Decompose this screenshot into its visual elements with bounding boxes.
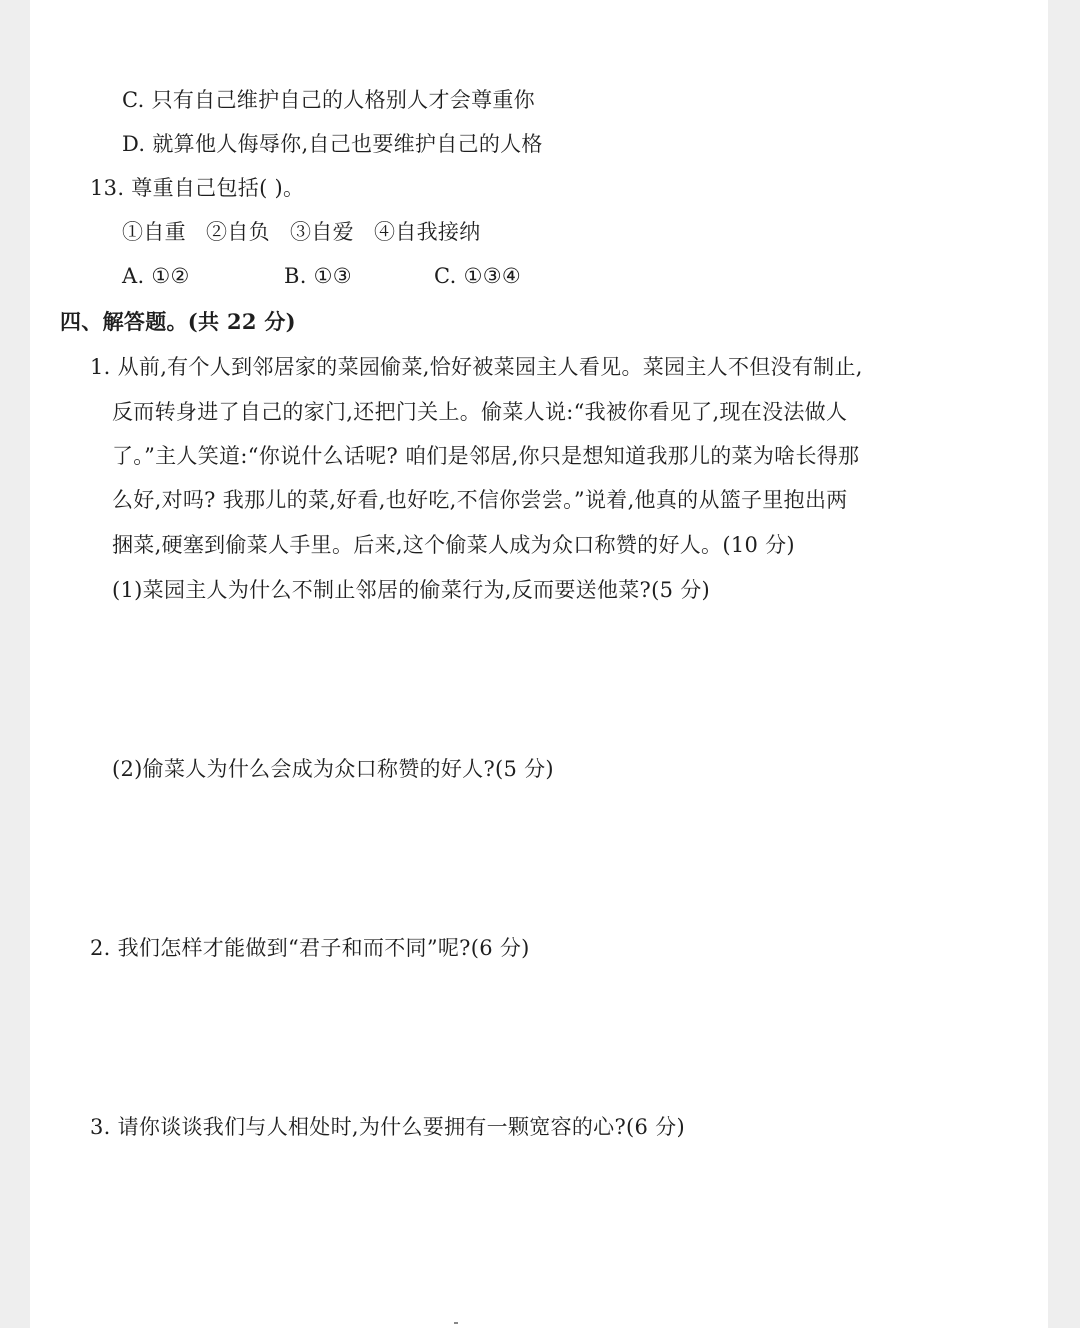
exam-page [30,0,1048,1328]
q13-items [122,218,481,246]
q13-option-b: B. ①③ [284,264,352,288]
q13-option-c: C. ①③④ [434,264,521,288]
q13-options [122,262,521,290]
q1-sub-question-1: (1)菜园主人为什么不制止邻居的偷菜行为,反而要送他菜?(5 分) [112,578,710,602]
q13-item-2: ②自负 [206,220,270,244]
section-4-title: 四、解答题。(共 22 分) [60,309,296,334]
q1-line-1: 1. 从前,有个人到邻居家的菜园偷菜,恰好被菜园主人看见。菜园主人不但没有制止, [90,355,863,379]
q12-option-c: C. 只有自己维护自己的人格别人才会尊重你 [122,88,535,112]
q13-stem: 13. 尊重自己包括( )。 [90,176,305,200]
page-edge-mark [454,1322,458,1324]
question-3: 3. 请你谈谈我们与人相处时,为什么要拥有一颗宽容的心?(6 分) [90,1115,685,1139]
q1-line-2: 反而转身进了自己的家门,还把门关上。偷菜人说:“我被你看见了,现在没法做人 [112,400,848,424]
question-2: 2. 我们怎样才能做到“君子和而不同”呢?(6 分) [90,936,530,960]
q1-line-3: 了。”主人笑道:“你说什么话呢? 咱们是邻居,你只是想知道我那儿的菜为啥长得那 [112,444,860,468]
q1-line-5: 捆菜,硬塞到偷菜人手里。后来,这个偷菜人成为众口称赞的好人。(10 分) [112,533,795,557]
q12-option-d: D. 就算他人侮辱你,自己也要维护自己的人格 [122,132,543,156]
q13-item-3: ③自爱 [290,220,354,244]
q13-item-4: ④自我接纳 [374,220,481,244]
q13-item-1: ①自重 [122,220,186,244]
q1-line-4: 么好,对吗? 我那儿的菜,好看,也好吃,不信你尝尝。”说着,他真的从篮子里抱出两 [112,488,848,512]
q1-sub-question-2: (2)偷菜人为什么会成为众口称赞的好人?(5 分) [112,757,554,781]
q13-option-a: A. ①② [122,264,190,288]
